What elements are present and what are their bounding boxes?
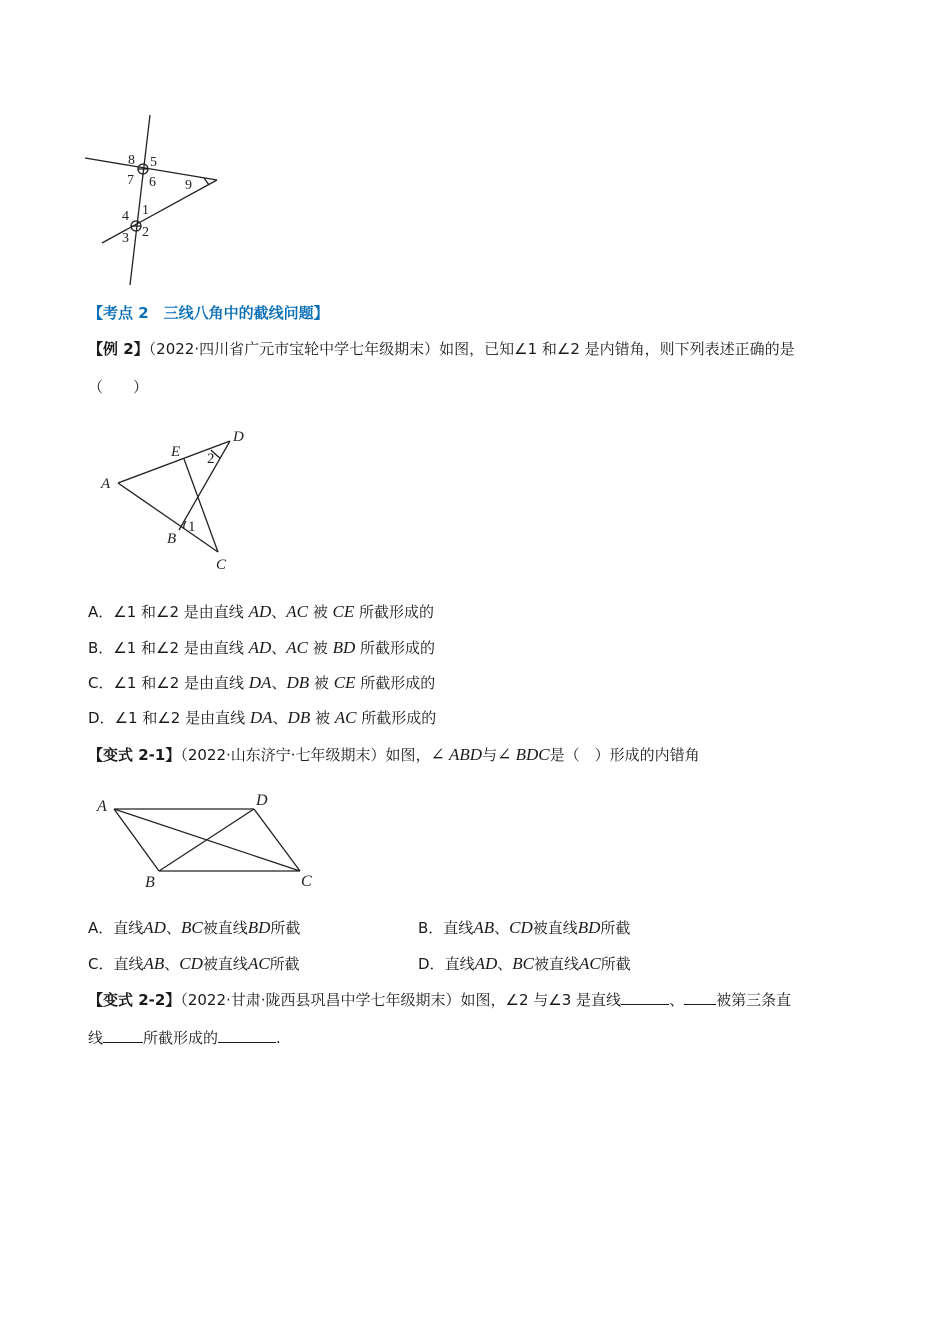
line-name: CD — [179, 954, 203, 973]
variant21-question — [88, 744, 700, 766]
variant22-tag: 【变式 2-2】 — [88, 991, 181, 1009]
separator: 、 — [272, 709, 288, 727]
angle-abd: ∠ ABD — [430, 745, 483, 764]
separator: 、 — [165, 919, 181, 937]
option-text: ∠1 和∠2 是由直线 — [113, 639, 249, 657]
variant21-option-d[interactable] — [418, 953, 631, 975]
angle-label-2: 2 — [142, 225, 149, 240]
topic-heading: 【考点 2 三线八角中的截线问题】 — [88, 304, 329, 322]
option-text: 被 — [310, 709, 335, 727]
segment-AB — [114, 809, 159, 871]
option-text: 所截 — [600, 919, 631, 937]
line-name: CE — [332, 602, 355, 621]
line-name: DB — [286, 673, 310, 692]
period: . — [276, 1029, 281, 1047]
example2-option-d[interactable] — [88, 707, 436, 729]
angle-label-8: 8 — [128, 153, 135, 168]
angle-label-6: 6 — [149, 175, 156, 190]
line-name: DA — [249, 708, 273, 727]
variant21-tail: 是（ ）形成的内错角 — [549, 746, 700, 764]
point-E: E — [171, 444, 181, 460]
option-text: ∠1 和∠2 是由直线 — [113, 603, 249, 621]
point-A: A — [97, 798, 107, 815]
point-C: C — [216, 557, 227, 573]
example2-answer-paren: （ ） — [88, 378, 149, 396]
angle-label-4: 4 — [122, 209, 129, 224]
option-text: 直线 — [444, 955, 475, 973]
variant22-text: 被第三条直 — [716, 991, 792, 1009]
example2-tag: 【例 2】 — [88, 340, 149, 358]
point-D: D — [233, 429, 244, 445]
line-name: AC — [334, 708, 357, 727]
line-name: AC — [579, 954, 601, 973]
variant22-question-line2 — [88, 1027, 281, 1049]
line-name: AC — [247, 954, 270, 973]
line-name: BD — [332, 638, 356, 657]
example2-text: 如图，已知∠1 和∠2 是内错角，则下列表述正确的是 — [439, 340, 795, 358]
figure-variant21 — [92, 790, 332, 895]
angle-bdc: ∠ BDC — [497, 745, 550, 764]
option-label: B． — [88, 639, 114, 657]
line-name: AB — [143, 954, 165, 973]
option-text: 所截形成的 — [355, 639, 436, 657]
option-text: 直线 — [113, 955, 144, 973]
segment-EC — [184, 459, 218, 552]
variant22-question-line1 — [88, 989, 791, 1011]
line-lower — [102, 180, 217, 243]
option-text: 被直线 — [202, 955, 248, 973]
option-label: D． — [88, 709, 115, 727]
point-B: B — [167, 531, 177, 547]
segment-BD — [159, 809, 254, 871]
variant21-option-c[interactable] — [88, 953, 300, 975]
option-text: 所截形成的 — [355, 674, 436, 692]
conjunction: 与 — [482, 746, 498, 764]
option-text: 直线 — [113, 919, 144, 937]
option-text: 被 — [309, 674, 334, 692]
variant21-option-a[interactable] — [88, 917, 300, 939]
line-name: BC — [512, 954, 534, 973]
answer-blank-4[interactable] — [218, 1027, 276, 1043]
point-B: B — [145, 874, 155, 891]
line-name: BD — [577, 918, 601, 937]
line-name: BD — [247, 918, 271, 937]
line-name: AD — [248, 602, 272, 621]
option-text: 所截形成的 — [354, 603, 435, 621]
line-vertical — [130, 115, 150, 285]
option-text: 所截 — [269, 955, 300, 973]
answer-blank-3[interactable] — [103, 1027, 143, 1043]
example2-question — [88, 338, 795, 360]
line-name: CD — [509, 918, 533, 937]
variant21-source: （2022·山东济宁·七年级期末）如图， — [180, 746, 431, 764]
line-name: AB — [473, 918, 495, 937]
option-label: C． — [88, 955, 114, 973]
line-name: AD — [143, 918, 166, 937]
separator: 、 — [271, 603, 287, 621]
separator: 、 — [497, 955, 513, 973]
example2-option-b[interactable] — [88, 637, 435, 659]
line-name: AD — [474, 954, 498, 973]
figure-three-lines — [80, 110, 230, 290]
option-text: 被 — [308, 639, 333, 657]
separator: 、 — [271, 639, 287, 657]
option-text: 被直线 — [532, 919, 578, 937]
option-text: 所截 — [270, 919, 301, 937]
line-name: CE — [333, 673, 356, 692]
line-name: AC — [286, 638, 309, 657]
variant22-text: （2022·甘肃·陇西县巩昌中学七年级期末）如图，∠2 与∠3 是直线 — [180, 991, 622, 1009]
answer-blank-2[interactable] — [684, 989, 716, 1005]
option-label: A． — [88, 919, 114, 937]
option-text: 直线 — [443, 919, 474, 937]
example2-option-c[interactable] — [88, 672, 435, 694]
line-name: BC — [180, 918, 203, 937]
angle-1-label: 1 — [188, 519, 196, 535]
option-text: 所截形成的 — [356, 709, 437, 727]
option-text: 被直线 — [202, 919, 248, 937]
point-C: C — [301, 873, 312, 890]
segment-DC — [254, 809, 300, 871]
line-name: AD — [248, 638, 272, 657]
option-text: ∠1 和∠2 是由直线 — [113, 674, 249, 692]
example2-source: （2022·四川省广元市宝轮中学七年级期末） — [148, 340, 440, 358]
option-text: 被直线 — [534, 955, 580, 973]
option-text: ∠1 和∠2 是由直线 — [114, 709, 250, 727]
angle-2-label: 2 — [207, 451, 215, 467]
variant22-text: 所截形成的 — [143, 1029, 219, 1047]
option-label: B． — [418, 919, 444, 937]
line-name: AC — [286, 602, 308, 621]
angle-label-7: 7 — [127, 173, 134, 188]
variant21-option-b[interactable] — [418, 917, 630, 939]
separator: 、 — [271, 674, 287, 692]
point-A: A — [101, 476, 111, 492]
angle-label-3: 3 — [122, 231, 129, 246]
angle-label-5: 5 — [150, 155, 157, 170]
line-name: DB — [287, 708, 311, 727]
option-label: C． — [88, 674, 114, 692]
figure-example2 — [95, 425, 265, 575]
angle-label-9: 9 — [185, 178, 192, 193]
angle-label-1: 1 — [142, 203, 149, 218]
variant21-tag: 【变式 2-1】 — [88, 746, 181, 764]
option-label: D． — [418, 955, 445, 973]
option-text: 所截 — [600, 955, 631, 973]
option-text: 被 — [307, 603, 333, 621]
separator: 、 — [669, 991, 685, 1009]
separator: 、 — [164, 955, 180, 973]
answer-blank-1[interactable] — [621, 989, 669, 1005]
point-D: D — [256, 792, 268, 809]
option-label: A． — [88, 603, 114, 621]
variant22-text: 线 — [88, 1029, 104, 1047]
separator: 、 — [494, 919, 510, 937]
line-name: DA — [248, 673, 272, 692]
example2-option-a[interactable] — [88, 601, 434, 623]
